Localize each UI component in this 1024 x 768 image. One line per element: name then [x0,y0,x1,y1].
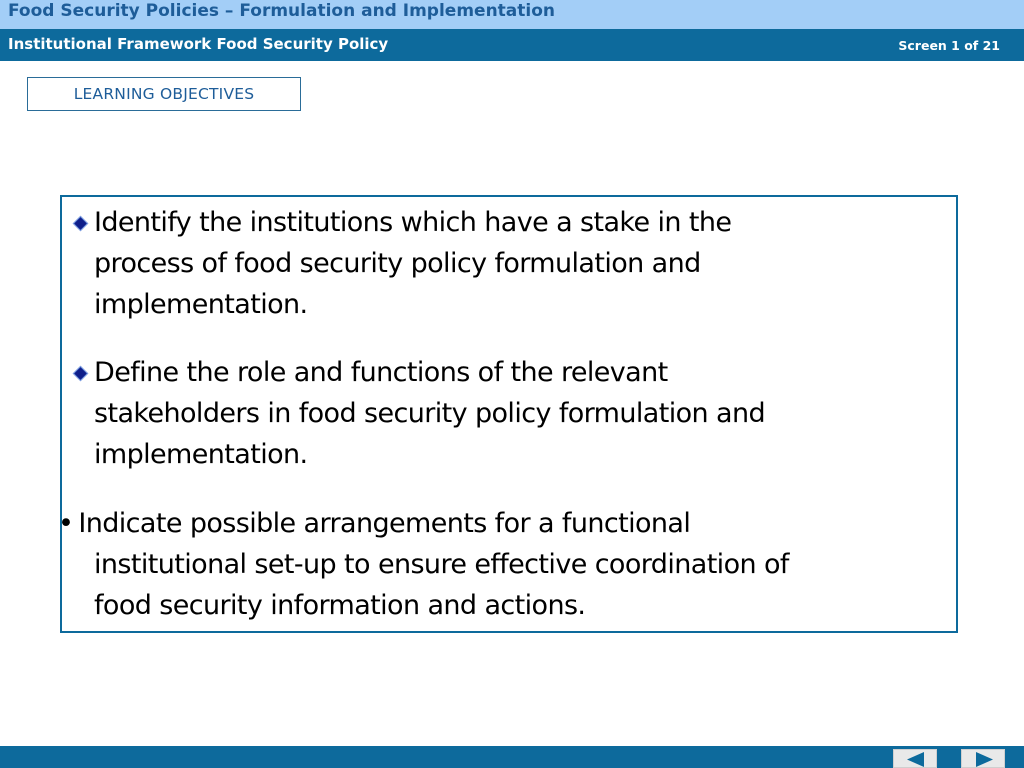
next-screen-button[interactable] [961,749,1005,768]
objective-item [62,202,942,325]
course-title-bar [0,0,1024,29]
objective-line: process of food security policy formulation and [94,248,701,279]
objectives-panel [60,195,958,633]
objective-line: stakeholders in food security policy formulation and [94,398,766,429]
objective-item [58,503,942,626]
objective-line: institutional set-up to ensure effective coordination of [94,549,789,580]
section-title: Institutional Framework Food Security Policy [8,35,389,53]
objective-line: food security information and actions. [94,590,586,621]
objective-line [62,352,942,393]
objective-line [62,202,942,243]
course-title: Food Security Policies – Formulation and Implementation [8,1,556,21]
arrow-left-icon [894,750,938,768]
diamond-icon [70,365,94,383]
bullet-dot-icon: • [58,508,74,539]
objective-text: Identify the institutions which have a stake in the [94,207,732,238]
footer-bar [0,746,1024,768]
section-title-bar [0,29,1024,61]
screen-counter: Screen 1 of 21 [898,38,1000,53]
previous-screen-button[interactable] [893,749,937,768]
arrow-right-icon [962,750,1006,768]
diamond-icon [70,215,94,233]
objective-text: Indicate possible arrangements for a functional [78,508,691,539]
objective-item [62,352,942,475]
objective-line: implementation. [94,289,308,320]
learning-objectives-badge: LEARNING OBJECTIVES [27,77,301,111]
objective-text: Define the role and functions of the relevant [94,357,668,388]
objective-line [58,503,942,544]
objective-line: implementation. [94,439,308,470]
